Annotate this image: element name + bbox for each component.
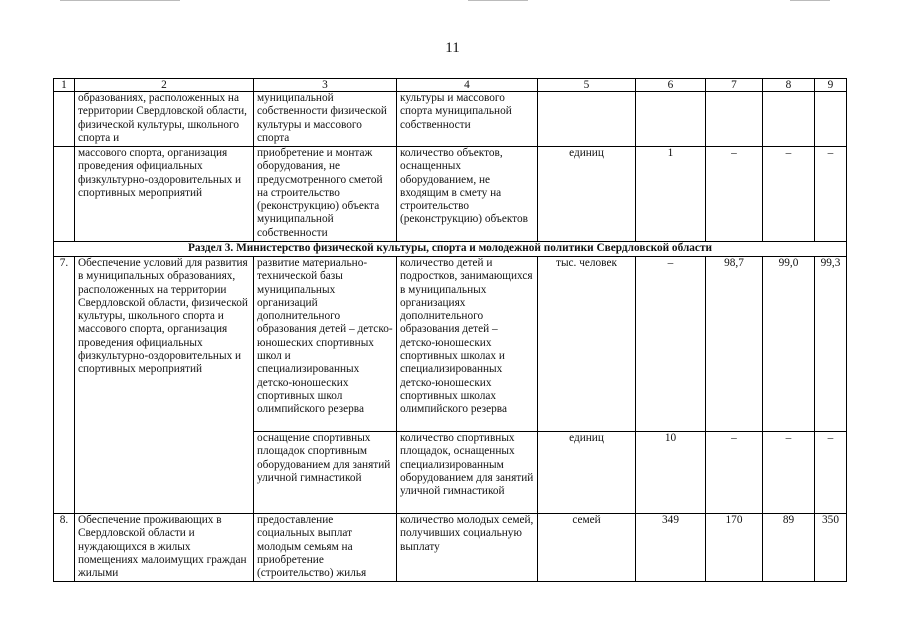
task-cell: массового спорта, организация проведения официальных физкультурно-оздоровительных и спортивных мероприятий [75,147,254,242]
program-indicators-table [53,78,847,582]
indicator-cell: количество объектов, оснащенных оборудованием, не входящим в смету на строительство (реконструкцию) объектов [397,147,538,242]
row-number: 8. [54,514,75,582]
unit-cell: единиц [538,432,636,514]
table-row [54,92,847,147]
scan-edge-mark [60,0,180,1]
indicator-cell: количество молодых семей, получивших социальную выплату [397,514,538,582]
column-header: 9 [815,79,847,92]
table-row [54,257,847,432]
column-header: 1 [54,79,75,92]
activity-cell: предоставление социальных выплат молодым семьям на приобретение (строительство) жилья [254,514,397,582]
value-cell: 350 [815,514,847,582]
column-header: 2 [75,79,254,92]
section-title: Раздел 3. Министерство физической культуры, спорта и молодежной политики Свердловской области [54,242,847,257]
value-cell: 349 [636,514,706,582]
value-cell: 170 [706,514,763,582]
column-header: 5 [538,79,636,92]
value-cell: – [636,257,706,432]
column-header: 7 [706,79,763,92]
activity-cell: развитие материально-технической базы муниципальных организаций дополнительного образования детей – детско-юношеских спортивных школ и специализированных детско-юношеских спортивных школ олимпийского резерва [254,257,397,432]
table-row [54,514,847,582]
value-cell: – [815,147,847,242]
value-cell: 1 [636,147,706,242]
value-cell: – [815,432,847,514]
unit-cell: тыс. человек [538,257,636,432]
column-header: 3 [254,79,397,92]
activity-cell: муниципальной собственности физической культуры и массового спорта [254,92,397,147]
activity-cell: оснащение спортивных площадок спортивным оборудованием для занятий уличной гимнастикой [254,432,397,514]
value-cell: – [706,432,763,514]
unit-cell: семей [538,514,636,582]
row-number: 7. [54,257,75,514]
value-cell: 89 [763,514,815,582]
value-cell: 99,0 [763,257,815,432]
task-cell: образованиях, расположенных на территории Свердловской области, физической культуры, школьного спорта и [75,92,254,147]
indicator-cell: количество спортивных площадок, оснащенных специализированным оборудованием для занятий уличной гимнастикой [397,432,538,514]
section-row [54,242,847,257]
value-cell: 10 [636,432,706,514]
value-cell: – [706,147,763,242]
task-cell: Обеспечение условий для развития в муниципальных образованиях, расположенных на территории Свердловской области, физической культуры, школьного спорта и массового спорта, организация проведения официальных физкультурно-оздоровительных и спортивных мероприятий [75,257,254,514]
indicator-cell: количество детей и подростков, занимающихся в муниципальных организациях дополнительного образования детей – детско-юношеских спортивных школах и специализированных детско-юношеских спортивных школах олимпийского резерва [397,257,538,432]
column-header: 8 [763,79,815,92]
table-row [54,147,847,242]
column-header: 4 [397,79,538,92]
value-cell: 99,3 [815,257,847,432]
value-cell: – [763,147,815,242]
task-cell: Обеспечение проживающих в Свердловской области и нуждающихся в жилых помещениях малоимущих граждан жилыми [75,514,254,582]
indicator-cell: культуры и массового спорта муниципальной собственности [397,92,538,147]
value-cell: – [763,432,815,514]
activity-cell: приобретение и монтаж оборудования, не предусмотренного сметой на строительство (реконструкцию) объекта муниципальной собственности [254,147,397,242]
column-header: 6 [636,79,706,92]
header-row [54,79,847,92]
page-number: 11 [445,40,460,56]
scan-edge-mark [790,0,830,1]
unit-cell: единиц [538,147,636,242]
scan-edge-mark [468,0,528,1]
value-cell: 98,7 [706,257,763,432]
